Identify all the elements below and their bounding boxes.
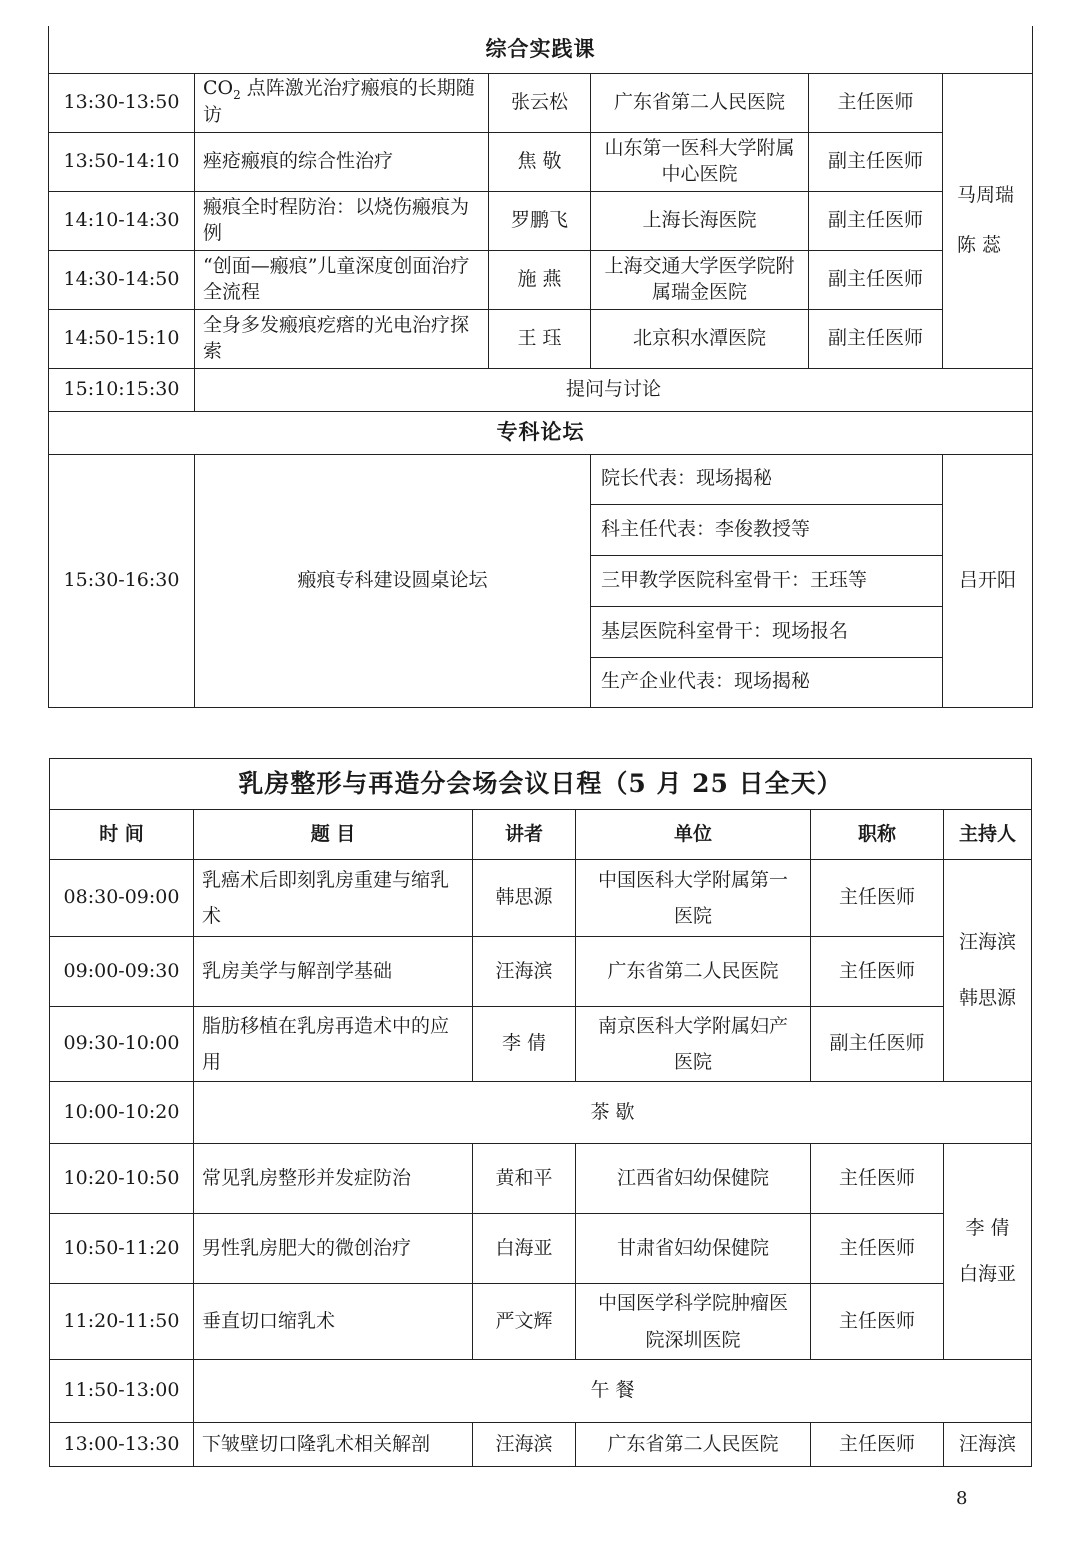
host-name: 汪海滨 (959, 931, 1017, 954)
table-row (49, 73, 1033, 132)
column-headers (50, 810, 1032, 860)
break-label: 茶 歇 (194, 1082, 1032, 1144)
session-topic: 痤疮瘢痕的综合性治疗 (195, 132, 489, 191)
session-time: 14:10-14:30 (49, 191, 195, 250)
session-topic: 男性乳房肥大的微创治疗 (194, 1214, 473, 1284)
session-time: 14:30-14:50 (49, 250, 195, 309)
session-speaker: 李 倩 (473, 1007, 576, 1082)
break-row (50, 1360, 1032, 1423)
header-host: 主持人 (944, 810, 1032, 860)
session-speaker: 王 珏 (489, 309, 591, 368)
session-time: 10:50-11:20 (50, 1214, 194, 1284)
session-speaker: 罗鹏飞 (489, 191, 591, 250)
session-topic: 下皱壁切口隆乳术相关解剖 (194, 1423, 473, 1467)
section-title-practice: 综合实践课 (49, 26, 1033, 73)
session-topic: 常见乳房整形并发症防治 (194, 1144, 473, 1214)
session-topic: 脂肪移植在乳房再造术中的应用 (194, 1007, 473, 1082)
forum-moderator: 吕开阳 (943, 454, 1033, 707)
session-time: 08:30-09:00 (50, 860, 194, 937)
session-unit: 广东省第二人民医院 (576, 937, 811, 1007)
header-topic: 题 目 (194, 810, 473, 860)
session-speaker: 白海亚 (473, 1214, 576, 1284)
session-speaker: 汪海滨 (473, 937, 576, 1007)
break-time: 11:50-13:00 (50, 1360, 194, 1423)
table-row (50, 860, 1032, 937)
session-speaker: 黄和平 (473, 1144, 576, 1214)
break-label: 午 餐 (194, 1360, 1032, 1423)
session-title: 主任医师 (811, 860, 944, 937)
session-unit: 江西省妇幼保健院 (576, 1144, 811, 1214)
session-unit: 上海长海医院 (591, 191, 809, 250)
session-unit: 广东省第二人民医院 (591, 73, 809, 132)
session-unit: 南京医科大学附属妇产医院 (576, 1007, 811, 1082)
forum-row (49, 454, 1033, 504)
session-time: 14:50-15:10 (49, 309, 195, 368)
session-unit: 广东省第二人民医院 (576, 1423, 811, 1467)
moderator-name: 马周瑞 (957, 184, 1015, 207)
table-row (50, 1284, 1032, 1360)
session-title: 主任医师 (811, 937, 944, 1007)
host-name: 李 倩 (965, 1216, 1010, 1239)
session-topic: “创面—瘢痕”儿童深度创面治疗全流程 (195, 250, 489, 309)
session-speaker: 汪海滨 (473, 1423, 576, 1467)
hosts-cell (944, 860, 1032, 1082)
table-row (50, 937, 1032, 1007)
table-row (50, 1007, 1032, 1082)
session-unit: 中国医科大学附属第一医院 (576, 860, 811, 937)
moderator-name: 陈 蕊 (957, 233, 1002, 256)
qa-time: 15:10:15:30 (49, 368, 195, 411)
session-title: 主任医师 (809, 73, 943, 132)
session-topic: 垂直切口缩乳术 (194, 1284, 473, 1360)
session-title: 主任医师 (811, 1214, 944, 1284)
panel-member: 院长代表：现场揭秘 (591, 454, 943, 504)
hosts-cell (944, 1144, 1032, 1360)
session-unit: 甘肃省妇幼保健院 (576, 1214, 811, 1284)
session-speaker: 严文辉 (473, 1284, 576, 1360)
qa-label: 提问与讨论 (195, 368, 1033, 411)
table-row (50, 1423, 1032, 1467)
session-time: 13:30-13:50 (49, 73, 195, 132)
panel-member: 三甲教学医院科室骨干：王珏等 (591, 555, 943, 606)
host-name: 韩思源 (959, 986, 1017, 1009)
schedule-table-continued (48, 26, 1033, 708)
session-time: 13:50-14:10 (49, 132, 195, 191)
session-speaker: 韩思源 (473, 860, 576, 937)
session-title: 主任医师 (811, 1284, 944, 1360)
table-row (50, 1144, 1032, 1214)
panel-member: 基层医院科室骨干：现场报名 (591, 606, 943, 657)
session-topic: 乳癌术后即刻乳房重建与缩乳术 (194, 860, 473, 937)
breast-session-table (49, 758, 1032, 1467)
session-time: 10:20-10:50 (50, 1144, 194, 1214)
session-speaker: 施 燕 (489, 250, 591, 309)
table-row (49, 309, 1033, 368)
session-unit: 山东第一医科大学附属中心医院 (591, 132, 809, 191)
session-title: 副主任医师 (809, 309, 943, 368)
panel-member: 生产企业代表：现场揭秘 (591, 657, 943, 707)
session-topic: 乳房美学与解剖学基础 (194, 937, 473, 1007)
session-title: 副主任医师 (809, 191, 943, 250)
session-table-title: 乳房整形与再造分会场会议日程（5 月 25 日全天） (50, 759, 1032, 810)
header-unit: 单位 (576, 810, 811, 860)
session-time: 11:20-11:50 (50, 1284, 194, 1360)
host-name: 白海亚 (959, 1262, 1017, 1285)
session-time: 09:30-10:00 (50, 1007, 194, 1082)
break-row (50, 1082, 1032, 1144)
header-time: 时 间 (50, 810, 194, 860)
header-title: 职称 (811, 810, 944, 860)
session-title: 主任医师 (811, 1423, 944, 1467)
header-speaker: 讲者 (473, 810, 576, 860)
session-unit: 上海交通大学医学院附属瑞金医院 (591, 250, 809, 309)
table-row (49, 250, 1033, 309)
table-row (49, 132, 1033, 191)
session-unit: 中国医学科学院肿瘤医院深圳医院 (576, 1284, 811, 1360)
forum-time: 15:30-16:30 (49, 454, 195, 707)
session-title: 副主任医师 (809, 132, 943, 191)
session-title: 副主任医师 (809, 250, 943, 309)
session-time: 13:00-13:30 (50, 1423, 194, 1467)
forum-topic: 瘢痕专科建设圆桌论坛 (195, 454, 591, 707)
panel-member: 科主任代表：李俊教授等 (591, 504, 943, 555)
session-title: 主任医师 (811, 1144, 944, 1214)
moderators-cell (943, 73, 1033, 368)
table-row (49, 368, 1033, 411)
session-topic: 瘢痕全时程防治：以烧伤瘢痕为例 (195, 191, 489, 250)
session-title: 副主任医师 (811, 1007, 944, 1082)
table-row (49, 191, 1033, 250)
session-time: 09:00-09:30 (50, 937, 194, 1007)
session-unit: 北京积水潭医院 (591, 309, 809, 368)
section-title-forum: 专科论坛 (49, 411, 1033, 454)
table-row (50, 1214, 1032, 1284)
host-name: 汪海滨 (944, 1423, 1032, 1467)
session-topic: $CO_2$ 点阵激光治疗瘢痕的长期随访 (195, 73, 489, 132)
break-time: 10:00-10:20 (50, 1082, 194, 1144)
session-speaker: 张云松 (489, 73, 591, 132)
session-speaker: 焦 敬 (489, 132, 591, 191)
session-topic: 全身多发瘢痕疙瘩的光电治疗探索 (195, 309, 489, 368)
page-number: 8 (956, 1488, 968, 1509)
